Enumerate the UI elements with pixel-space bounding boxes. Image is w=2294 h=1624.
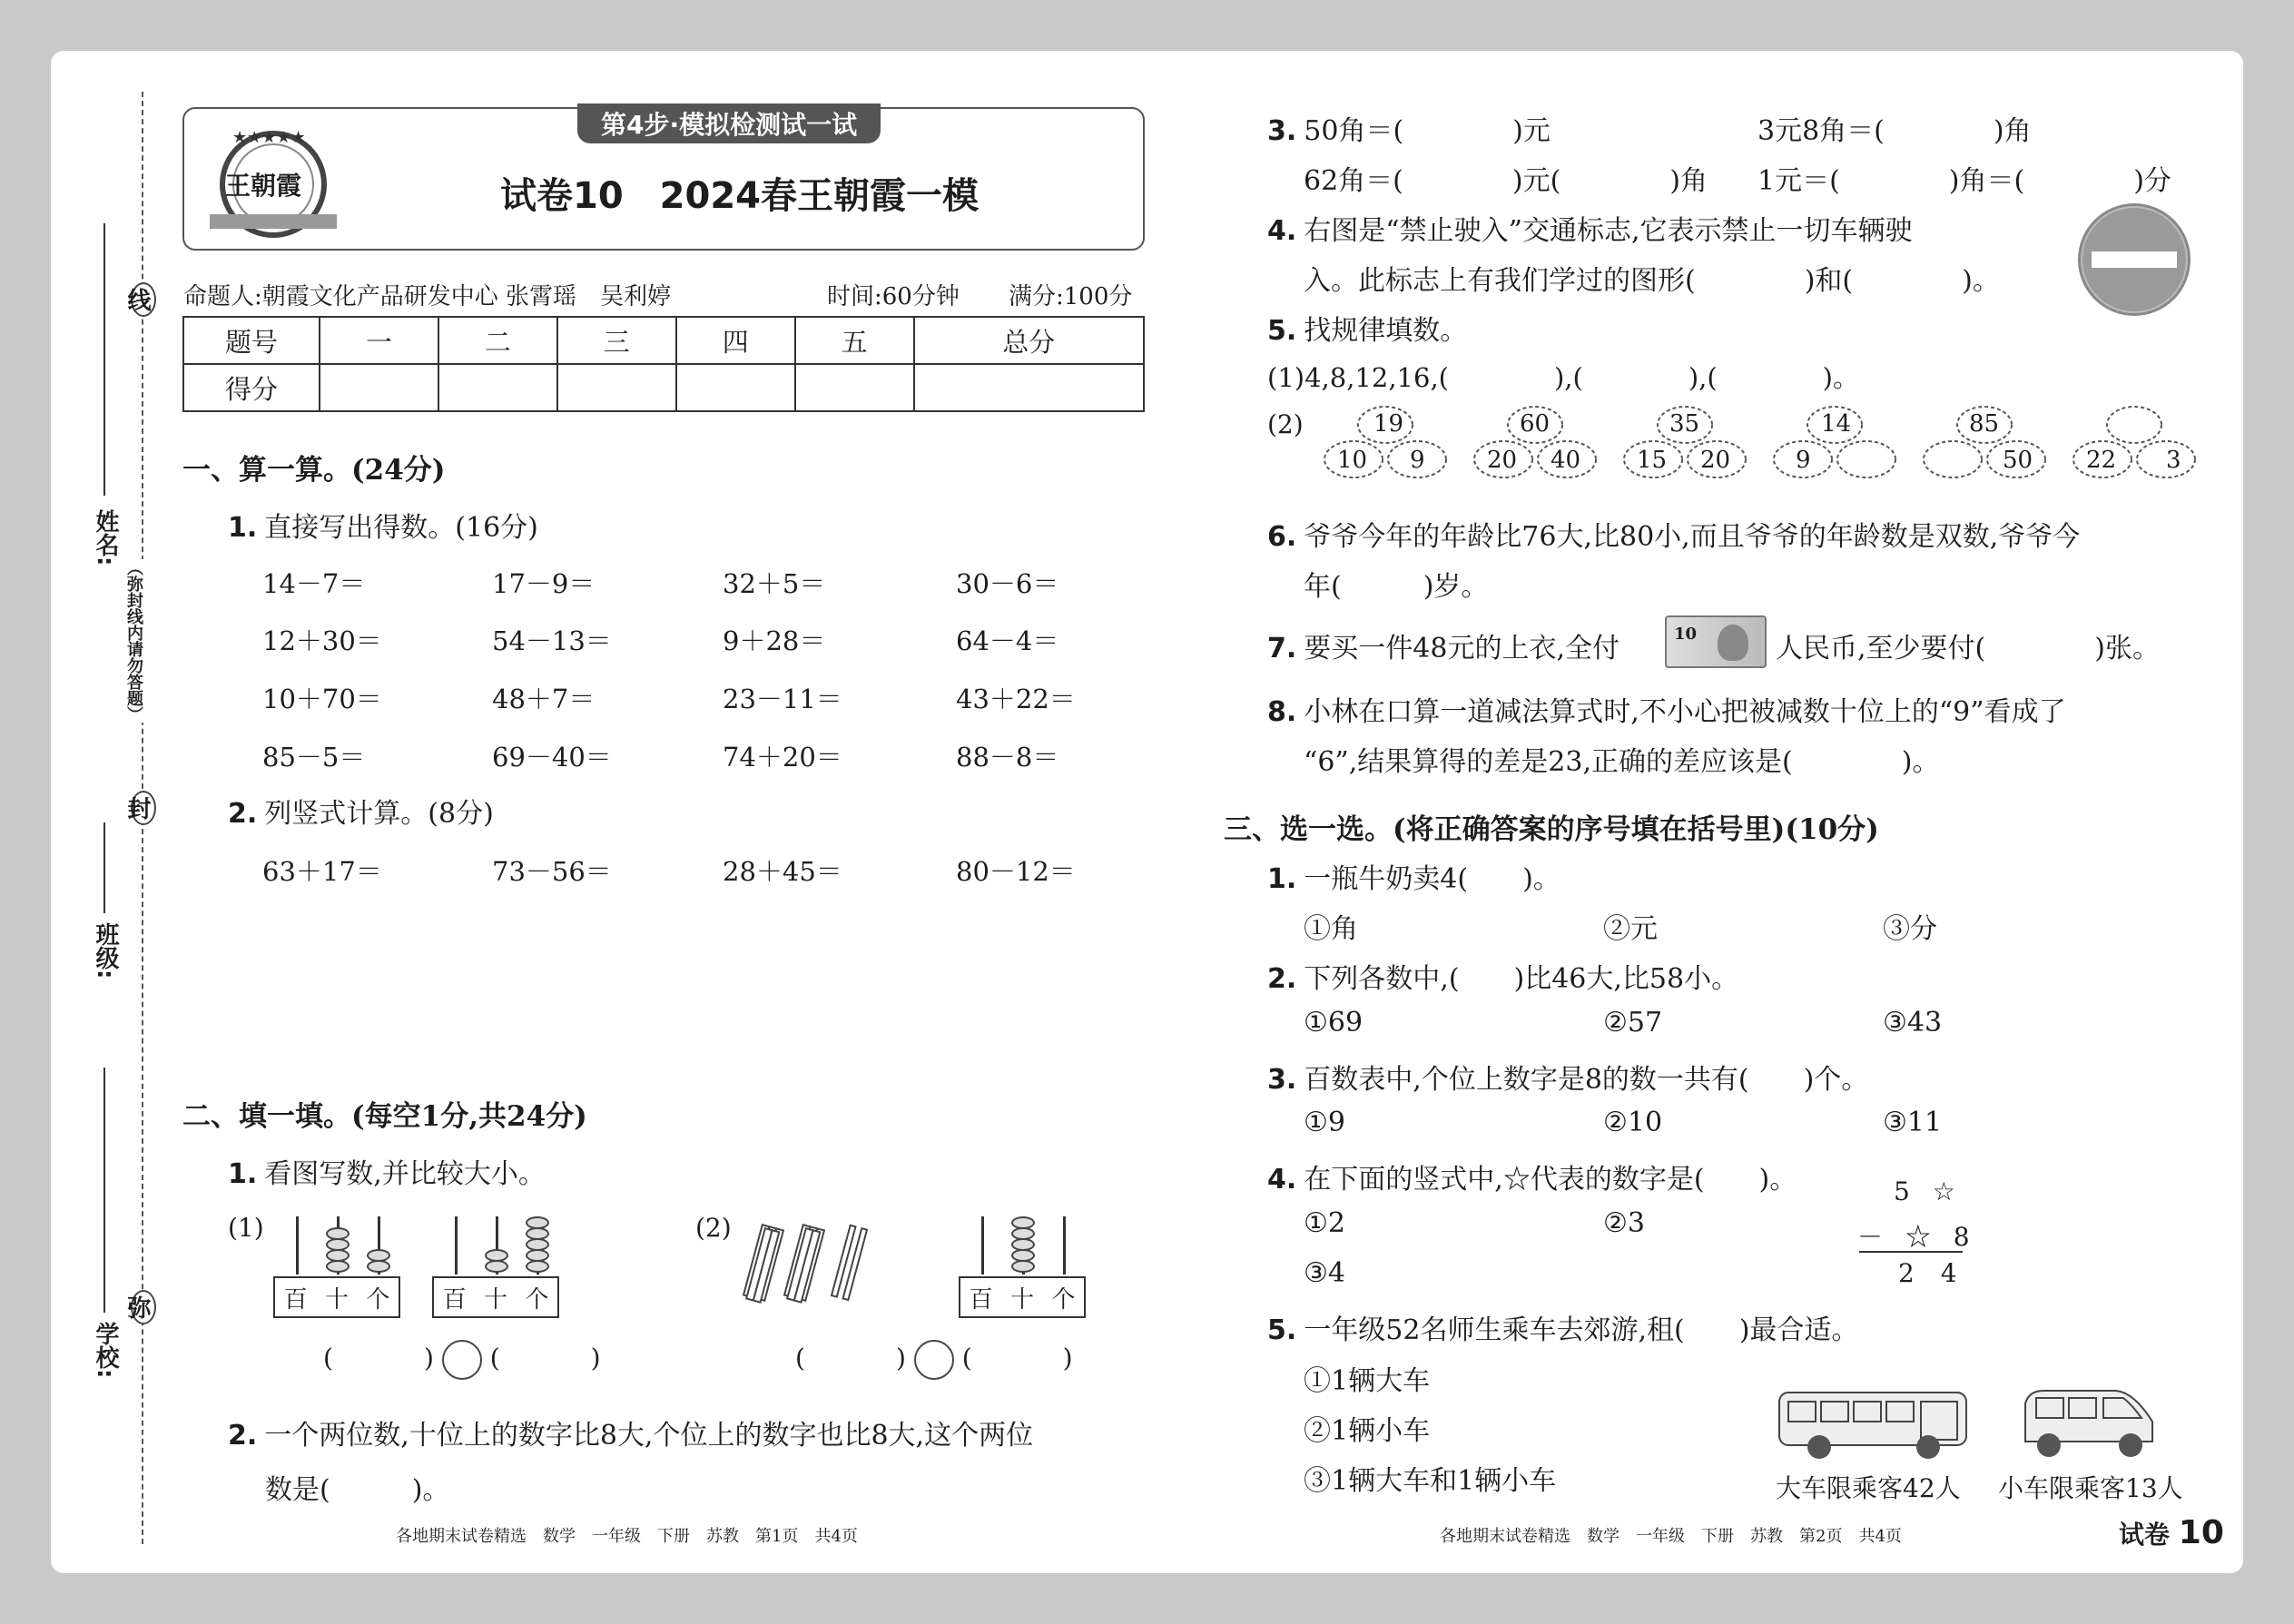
option[interactable]: ②57 bbox=[1603, 1007, 1663, 1038]
q-number: 2. bbox=[228, 1420, 258, 1452]
footer-right: 各地期末试卷精选 数学 一年级 下册 苏教 第2页 共4页 bbox=[1440, 1527, 1902, 1546]
heart-group: 60 20 40 bbox=[1467, 405, 1603, 487]
calc-item: 32＋5＝ bbox=[723, 568, 826, 599]
sec2-q8-line2: “6”,结果算得的差是23,正确的差应该是( )。 bbox=[1304, 746, 1940, 778]
calc-item: 48＋7＝ bbox=[492, 684, 596, 714]
heart-group: 35 15 20 bbox=[1617, 405, 1753, 487]
binding-mi: 弥 bbox=[131, 1290, 156, 1324]
q-number: 1. bbox=[228, 1158, 258, 1190]
sec2-q7-b: 人民币,至少要付( )张。 bbox=[1776, 633, 2160, 664]
option[interactable]: ③11 bbox=[1883, 1107, 1943, 1138]
compare-row-1: ( ) ( ) bbox=[323, 1340, 601, 1380]
banknote-10-yuan-image: 10 bbox=[1665, 615, 1767, 668]
score-header: 二 bbox=[438, 317, 557, 364]
sequence-2-label: (2) bbox=[1267, 409, 1304, 439]
bus-icon bbox=[1776, 1385, 1972, 1465]
q-text: 列竖式计算。(8分) bbox=[264, 798, 494, 830]
score-cell[interactable] bbox=[795, 364, 914, 411]
option[interactable]: ②1辆小车 bbox=[1304, 1415, 1431, 1447]
vertical-calc-line2: － ☆ 8 bbox=[1857, 1222, 1977, 1252]
calc-item: 64－4＝ bbox=[956, 625, 1059, 656]
compare-row-2: ( ) ( ) bbox=[795, 1340, 1073, 1380]
option[interactable]: ③分 bbox=[1883, 913, 1937, 945]
calc-item: 54－13＝ bbox=[492, 625, 612, 656]
q-number: 7. bbox=[1267, 633, 1297, 664]
sequence-1: (1)4,8,12,16,( ),( ),( )。 bbox=[1267, 362, 1859, 393]
q-text: 一个两位数,十位上的数字比8大,个位上的数字也比8大,这个两位 bbox=[264, 1420, 1034, 1452]
calc-item: 88－8＝ bbox=[956, 742, 1059, 773]
part-2-label: (2) bbox=[695, 1213, 732, 1243]
q-number: 2. bbox=[1267, 963, 1297, 995]
calc-item: 69－40＝ bbox=[492, 742, 612, 773]
bus-capacity-label: 大车限乘客42人 bbox=[1776, 1473, 1961, 1503]
sec3-q4: 4. 在下面的竖式中,☆代表的数字是( )。 bbox=[1267, 1164, 1797, 1196]
sec2-q3-d: 1元＝( )角＝( )分 bbox=[1757, 165, 2171, 197]
calc-item: 10＋70＝ bbox=[262, 684, 382, 714]
name-label: 姓名: bbox=[92, 509, 119, 566]
footer-left: 各地期末试卷精选 数学 一年级 下册 苏教 第1页 共4页 bbox=[396, 1527, 858, 1546]
calc-item: 30－6＝ bbox=[956, 568, 1059, 599]
score-header: 题号 bbox=[183, 317, 320, 364]
option[interactable]: ①69 bbox=[1304, 1007, 1364, 1038]
sec2-q6: 6. 爷爷今年的年龄比76大,比80小,而且爷爷的年龄数是双数,爷爷今 bbox=[1267, 521, 2081, 553]
q-number: 6. bbox=[1267, 521, 1297, 553]
q-text: 看图写数,并比较大小。 bbox=[264, 1158, 546, 1190]
score-header: 三 bbox=[557, 317, 676, 364]
q-number: 4. bbox=[1267, 1164, 1297, 1196]
heart-group: 14 9 bbox=[1767, 405, 1903, 487]
exam-page: 线 封 弥 （弥封线内请勿答题） 姓名: 班级: 学校: ★★★★★ 王朝霞 第4步·模拟检测试一试 试卷10 2024春王朝霞一模 命题人:朝霞文化产品研发中心 张霄瑶 吴利婷 时间:60分钟 满分:100分 题号 一 二 三 四 五 总分 得分 一、算一算。(24分) 1. 直接写出得数。(16分) 14－7＝ 17－9＝ 32＋5＝ 30－6＝ 12＋30＝ 54－13＝ 9＋28＝ 64－4＝ 10＋70＝ 48＋7＝ 23－11＝ 43＋22＝ 85－5＝ 69－40＝ 74＋20＝ 88－8＝ 2. 列竖式计算。(8分) 63＋17＝ 73－56＝ 28＋45＝ 80－12＝ 二、填一填。(每空1分,共24分) 1. 看图写数,并比较大小。 (1) (2) 百 十 个 百 十 个 百 十 个 ( ) ( ) ( ) ( ) 2. 一个两位数,十位上的数字比8大,个位上的数字也比8大,这个两位 数是( )。 3. 50角＝( )元 3元8角＝( )角 62角＝( )元( )角 1元＝( )角＝( )分 4. 右图是“禁止驶入”交通标志,它表示禁止一切车辆驶 入。此标志上有我们学过的图形( )和( )。 5. 找规律填数。 (1)4,8,12,16,( ),( ),( )。 (2) 19 10 9 60 20 40 35 15 20 14 9 85 50 22 3 6. 爷爷今年的年龄比76大,比80小,而且爷爷的年龄数是双数,爷爷今 年( )岁。 7. 要买一件48元的上衣,全付 10 人民币,至少要付( )张。 8. 小林在口算一道减法算式时,不小心把被减数十位上的“9”看成了 “6”,结果算得的差是23,正确的差应该是( )。 三、选一选。(将正确答案的序号填在括号里)(10分) 1. 一瓶牛奶卖4( )。 ①角 ②元 ③分 2. 下列各数中,( )比46大,比58小。 ①69 ②57 ③43 3. 百数表中,个位上数字是8的数一共有( )个。 ①9 ②10 ③11 4. 在下面的竖式中,☆代表的数字是( )。 ①2 ②3 ③4 5 ☆ － ☆ 8 2 4 5. 一年级52名师生乘车去郊游,租( )最合适。 ①1辆大车 ②1辆小车 ③1辆大车和1辆小车 大车限乘客42人 小车限乘客13人 各地期末试卷精选 数学 一年级 下册 苏教 第1页 共4页 各地期末试卷精选 数学 一年级 下册 苏教 第2页 共4页 试卷 10 bbox=[51, 51, 2243, 1573]
van-capacity-label: 小车限乘客13人 bbox=[1998, 1473, 2183, 1503]
van-icon bbox=[2016, 1385, 2161, 1465]
sec2-q6-line2: 年( )岁。 bbox=[1304, 571, 1489, 603]
score-row-label: 得分 bbox=[183, 364, 320, 411]
logo bbox=[205, 119, 341, 246]
calc-item: 9＋28＝ bbox=[723, 625, 826, 656]
full-score: 满分:100分 bbox=[1009, 283, 1133, 310]
exam-title: 试卷10 2024春王朝霞一模 bbox=[500, 175, 979, 217]
sec2-q2 bbox=[228, 1412, 1033, 1452]
section1-title: 一、算一算。(24分) bbox=[182, 454, 446, 487]
sec2-q3-b: 3元8角＝( )角 bbox=[1757, 115, 2032, 147]
sec2-q3-c: 62角＝( )元( )角 bbox=[1304, 165, 1708, 197]
score-header: 一 bbox=[320, 317, 438, 364]
sec1-q2 bbox=[228, 791, 494, 831]
vertical-calc-line3: 2 4 bbox=[1898, 1258, 1966, 1288]
option[interactable]: ②3 bbox=[1603, 1207, 1645, 1239]
calc-item: 28＋45＝ bbox=[723, 856, 842, 887]
score-cell[interactable] bbox=[676, 364, 795, 411]
q-text: 直接写出得数。(16分) bbox=[264, 512, 538, 544]
sec3-q2: 2. 下列各数中,( )比46大,比58小。 bbox=[1267, 963, 1739, 995]
q-number: 3. bbox=[1267, 115, 1297, 147]
paper-number-label: 试卷 10 bbox=[2119, 1514, 2224, 1551]
score-cell[interactable] bbox=[557, 364, 676, 411]
option[interactable]: ③1辆大车和1辆小车 bbox=[1304, 1465, 1557, 1497]
calc-item: 23－11＝ bbox=[723, 684, 842, 714]
calc-item: 74＋20＝ bbox=[723, 742, 842, 773]
calc-item: 80－12＝ bbox=[956, 856, 1076, 887]
calc-item: 63＋17＝ bbox=[262, 856, 382, 887]
exam-time: 时间:60分钟 bbox=[827, 283, 960, 310]
calc-item: 43＋22＝ bbox=[956, 684, 1076, 714]
sec3-q1: 1. 一瓶牛奶卖4( )。 bbox=[1267, 863, 1561, 895]
sec2-q1 bbox=[228, 1151, 546, 1191]
calc-item: 17－9＝ bbox=[492, 568, 596, 599]
section2-title: 二、填一填。(每空1分,共24分) bbox=[182, 1100, 587, 1133]
sec2-q2-line2: 数是( )。 bbox=[265, 1474, 450, 1506]
authors: 命题人:朝霞文化产品研发中心 张霄瑶 吴利婷 bbox=[183, 283, 672, 310]
stick-bundles-image bbox=[736, 1222, 891, 1307]
q-number: 1. bbox=[228, 512, 258, 544]
option[interactable]: ①9 bbox=[1304, 1107, 1345, 1138]
score-table bbox=[182, 316, 1145, 412]
binding-feng: 封 bbox=[131, 791, 156, 825]
step-badge: 第4步·模拟检测试一试 bbox=[577, 103, 881, 143]
binding-note: （弥封线内请勿答题） bbox=[124, 559, 143, 723]
option[interactable]: ①2 bbox=[1304, 1207, 1345, 1239]
sec2-q3: 3. 50角＝( )元 bbox=[1267, 115, 1551, 147]
calc-item: 73－56＝ bbox=[492, 856, 612, 887]
q-number: 8. bbox=[1267, 696, 1297, 728]
calc-item: 12＋30＝ bbox=[262, 625, 382, 656]
compare-circle[interactable] bbox=[914, 1340, 954, 1380]
q-number: 2. bbox=[228, 798, 258, 830]
q-number: 5. bbox=[1267, 1314, 1297, 1346]
score-header: 总分 bbox=[914, 317, 1144, 364]
section3-title: 三、选一选。(将正确答案的序号填在括号里)(10分) bbox=[1224, 813, 1879, 846]
class-label: 班级: bbox=[92, 922, 119, 979]
score-header: 五 bbox=[795, 317, 914, 364]
option[interactable]: ②10 bbox=[1603, 1107, 1663, 1138]
q-number: 4. bbox=[1267, 215, 1297, 247]
vertical-calc-line1: 5 ☆ bbox=[1894, 1176, 1963, 1206]
option[interactable]: ①1辆大车 bbox=[1304, 1365, 1431, 1397]
option[interactable]: ③43 bbox=[1883, 1007, 1943, 1038]
option[interactable]: ②元 bbox=[1603, 913, 1658, 945]
score-header: 四 bbox=[676, 317, 795, 364]
class-field[interactable] bbox=[103, 822, 105, 913]
part-1-label: (1) bbox=[228, 1213, 264, 1243]
score-cell[interactable] bbox=[320, 364, 438, 411]
sec2-q5: 5. 找规律填数。 bbox=[1267, 315, 1468, 347]
heart-group: 19 10 9 bbox=[1317, 405, 1453, 487]
score-cell[interactable] bbox=[438, 364, 557, 411]
heart-group: 22 3 bbox=[2066, 405, 2202, 487]
q-number: 3. bbox=[1267, 1064, 1297, 1096]
sec2-q4-line2: 入。此标志上有我们学过的图形( )和( )。 bbox=[1304, 265, 2000, 297]
score-cell[interactable] bbox=[914, 364, 1144, 411]
sec2-q7: 7. 要买一件48元的上衣,全付 bbox=[1267, 633, 1620, 664]
q-number: 1. bbox=[1267, 863, 1297, 895]
school-label: 学校: bbox=[92, 1322, 119, 1379]
heart-group: 85 50 bbox=[1916, 405, 2053, 487]
option[interactable]: ③4 bbox=[1304, 1257, 1345, 1289]
binding-xian: 线 bbox=[131, 282, 156, 317]
compare-circle[interactable] bbox=[442, 1340, 482, 1380]
svg-text:★★★★★: ★★★★★ bbox=[232, 128, 306, 147]
sec2-q8: 8. 小林在口算一道减法算式时,不小心把被减数十位上的“9”看成了 bbox=[1267, 696, 2066, 728]
sec2-q4: 4. 右图是“禁止驶入”交通标志,它表示禁止一切车辆驶 bbox=[1267, 215, 1913, 247]
no-entry-sign-icon bbox=[2075, 201, 2193, 322]
q-number: 5. bbox=[1267, 315, 1297, 347]
name-field[interactable] bbox=[103, 223, 105, 496]
option[interactable]: ①角 bbox=[1304, 913, 1358, 945]
sec3-q5: 5. 一年级52名师生乘车去郊游,租( )最合适。 bbox=[1267, 1314, 1859, 1346]
calc-item: 85－5＝ bbox=[262, 742, 366, 773]
calc-item: 14－7＝ bbox=[262, 568, 366, 599]
vertical-calc-rule bbox=[1859, 1251, 1963, 1253]
logo-text: 王朝霞 bbox=[225, 171, 302, 201]
sec1-q1 bbox=[228, 505, 538, 545]
school-field[interactable] bbox=[103, 1068, 105, 1313]
sec3-q3: 3. 百数表中,个位上数字是8的数一共有( )个。 bbox=[1267, 1064, 1869, 1096]
